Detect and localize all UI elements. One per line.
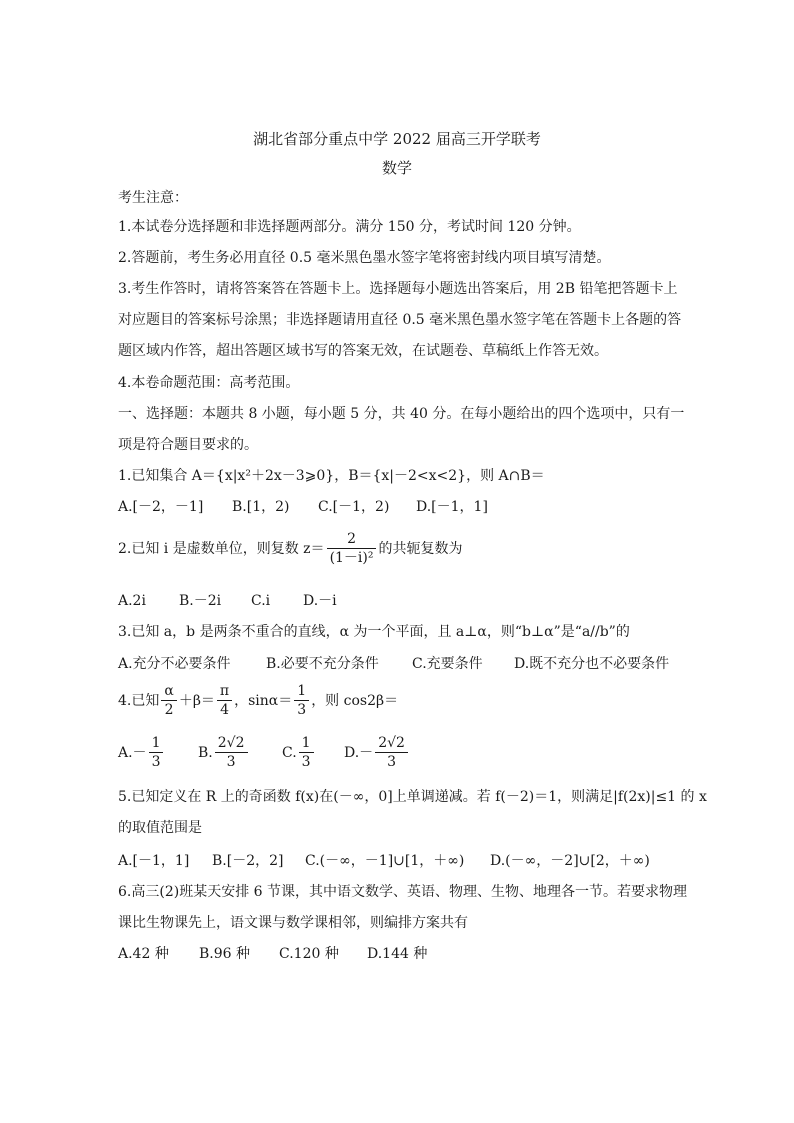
q4-a-fraction bbox=[149, 734, 164, 771]
q4-option-c bbox=[282, 734, 316, 771]
q4-d-fraction bbox=[375, 734, 408, 771]
q2-text-after: 的共轭复数为 bbox=[378, 540, 463, 557]
q6-option-a: A.42 种 bbox=[118, 946, 169, 962]
q4-f2-numerator: π bbox=[217, 682, 232, 701]
q4-d-numerator: 2√2 bbox=[375, 734, 408, 753]
q4-b-fraction bbox=[215, 734, 248, 771]
section-heading-line-2: 项是符合题目要求的。 bbox=[118, 437, 258, 453]
q2-option-b: B.－2i bbox=[179, 593, 222, 609]
notice-heading: 考生注意： bbox=[118, 190, 188, 206]
q4-fraction-pi bbox=[217, 682, 232, 719]
question-6-stem-line-2: 课比生物课先上，语文课与数学课相邻，则编排方案共有 bbox=[118, 915, 468, 931]
q4-f1-numerator: α bbox=[161, 682, 176, 701]
q5-option-c: C.(－∞，－1]∪[1，＋∞) bbox=[305, 853, 465, 869]
q4-c-denominator: 3 bbox=[301, 754, 311, 770]
q4-text-1: 4.已知 bbox=[118, 692, 160, 709]
q2-text-before: 2.已知 i 是虚数单位，则复数 z＝ bbox=[118, 540, 325, 557]
question-1-stem: 1.已知集合 A＝{x|x²＋2x－3⩾0}，B＝{x|－2<x<2}，则 A∩B＝ bbox=[118, 468, 545, 484]
q4-a-denominator: 3 bbox=[151, 754, 161, 770]
q4-b-label: B. bbox=[198, 744, 213, 761]
q3-option-a: A.充分不必要条件 bbox=[118, 656, 231, 672]
q4-a-numerator: 1 bbox=[149, 734, 164, 753]
q2-option-a: A.2i bbox=[118, 593, 146, 609]
q4-f3-denominator: 3 bbox=[297, 702, 307, 718]
q6-option-c: C.120 种 bbox=[279, 946, 339, 962]
q1-option-c: C.[－1，2) bbox=[318, 499, 390, 515]
q1-option-a: A.[－2，－1] bbox=[118, 499, 204, 515]
q4-option-b bbox=[198, 734, 250, 771]
q5-option-a: A.[－1，1] bbox=[118, 853, 190, 869]
q4-c-label: C. bbox=[282, 744, 297, 761]
q4-option-a bbox=[118, 734, 165, 771]
q4-f3-numerator: 1 bbox=[294, 682, 309, 701]
q4-f1-denominator: 2 bbox=[164, 702, 174, 718]
q4-b-denominator: 3 bbox=[226, 754, 236, 770]
notice-item-3-line-3: 题区域内作答，超出答题区域书写的答案无效，在试题卷、草稿纸上作答无效。 bbox=[118, 343, 608, 359]
notice-item-2: 2.答题前，考生务必用直径 0.5 毫米黑色墨水签字笔将密封线内项目填写清楚。 bbox=[118, 250, 611, 266]
q1-option-d: D.[－1，1] bbox=[416, 499, 488, 515]
q4-c-numerator: 1 bbox=[299, 734, 314, 753]
q4-f2-denominator: 4 bbox=[220, 702, 229, 718]
q4-text-3: ，sinα＝ bbox=[234, 692, 293, 709]
q2-fraction bbox=[327, 530, 377, 567]
section-heading-line-1: 一、选择题：本题共 8 小题，每小题 5 分，共 40 分。在每小题给出的四个选项中，只有一 bbox=[118, 406, 685, 422]
notice-item-1: 1.本试卷分选择题和非选择题两部分。满分 150 分，考试时间 120 分钟。 bbox=[118, 219, 581, 235]
q4-d-denominator: 3 bbox=[387, 754, 397, 770]
q4-b-numerator: 2√2 bbox=[215, 734, 248, 753]
q4-fraction-sin bbox=[294, 682, 309, 719]
q4-a-label: A.－ bbox=[118, 744, 147, 761]
notice-item-3-line-2: 对应题目的答案标号涂黑；非选择题请用直径 0.5 毫米黑色墨水签字笔在答题卡上各题的答 bbox=[118, 312, 682, 328]
notice-item-3-line-1: 3.考生作答时，请将答案答在答题卡上。选择题每小题选出答案后，用 2B 铅笔把答题卡上 bbox=[118, 281, 678, 297]
exam-title: 湖北省部分重点中学 2022 届高三开学联考 bbox=[253, 130, 541, 148]
q6-option-d: D.144 种 bbox=[367, 946, 428, 962]
q6-option-b: B.96 种 bbox=[199, 946, 251, 962]
q4-option-d bbox=[344, 734, 410, 771]
question-4-stem bbox=[118, 682, 398, 719]
question-5-stem-line-2: 的取值范围是 bbox=[118, 820, 202, 836]
q5-option-d: D.(－∞，－2]∪[2，＋∞) bbox=[490, 853, 650, 869]
q4-c-fraction bbox=[299, 734, 314, 771]
question-5-stem-line-1: 5.已知定义在 R 上的奇函数 f(x)在(－∞，0]上单调递减。若 f(－2)＝1，则满足|f(2x)|≤1 的 x bbox=[118, 789, 707, 805]
q4-fraction-alpha bbox=[161, 682, 176, 719]
subject-title: 数学 bbox=[381, 159, 412, 177]
question-6-stem-line-1: 6.高三(2)班某天安排 6 节课，其中语文数学、英语、物理、生物、地理各一节。若要求物理 bbox=[118, 884, 687, 900]
question-2-stem bbox=[118, 530, 462, 567]
q2-denominator: (1－i)² bbox=[329, 550, 374, 566]
q4-text-2: ＋β＝ bbox=[178, 692, 215, 709]
question-3-stem: 3.已知 a，b 是两条不重合的直线，α 为一个平面，且 a⊥α，则“b⊥α”是“a//b”的 bbox=[118, 624, 630, 640]
q5-option-b: B.[－2，2] bbox=[212, 853, 284, 869]
notice-item-4: 4.本卷命题范围：高考范围。 bbox=[118, 375, 300, 391]
q2-option-d: D.－i bbox=[303, 593, 337, 609]
q1-option-b: B.[1，2) bbox=[232, 499, 290, 515]
q3-option-d: D.既不充分也不必要条件 bbox=[514, 656, 670, 672]
q3-option-b: B.必要不充分条件 bbox=[266, 656, 379, 672]
q4-d-label: D.－ bbox=[344, 744, 374, 761]
q2-numerator: 2 bbox=[327, 530, 377, 549]
q2-option-c: C.i bbox=[251, 593, 271, 609]
q3-option-c: C.充要条件 bbox=[412, 656, 483, 672]
q4-text-4: ，则 cos2β＝ bbox=[311, 692, 399, 709]
